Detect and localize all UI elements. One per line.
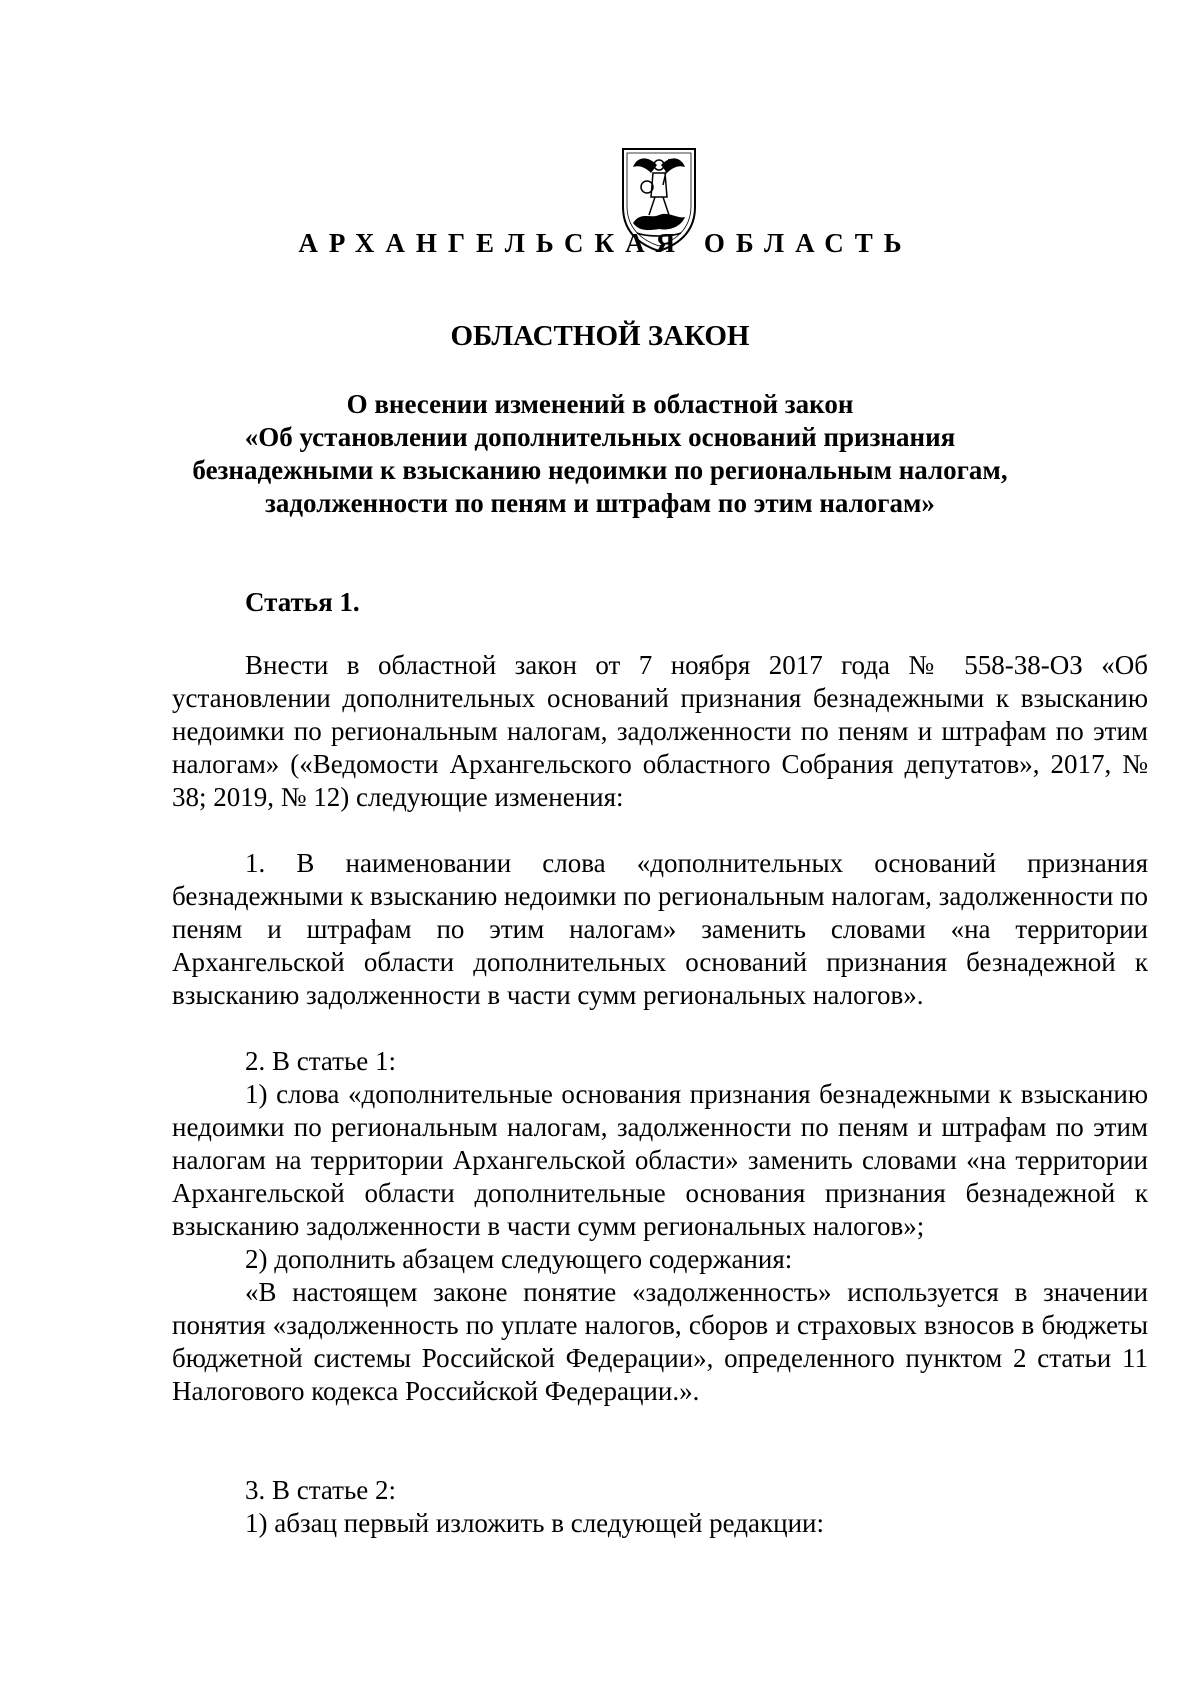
- item-2-quote: «В настоящем законе понятие «задолженность» используется в значении понятия «задолженность по уплате налогов, сборов и страховых взносов в бюджеты бюджетной системы Российской Федерации», определенного пунктом 2 статьи 11 Налогового кодекса Российской Федерации.».: [172, 1277, 1148, 1406]
- item-2: [172, 1045, 1148, 1408]
- title-line: безнадежными к взысканию недоимки по региональным налогам,: [192, 455, 1008, 485]
- item-3-heading: 3. В статье 2:: [245, 1475, 397, 1505]
- title-line: «Об установлении дополнительных оснований признания: [244, 422, 956, 452]
- intro-paragraph: [172, 649, 1148, 814]
- title-line: О внесении изменений в областной закон: [346, 389, 854, 419]
- title-line: задолженности по пеням и штрафам по этим налогам»: [265, 488, 935, 518]
- region-name: АРХАНГЕЛЬСКАЯ ОБЛАСТЬ: [298, 228, 913, 258]
- item-1: [172, 847, 1148, 1012]
- item-2-subitem-1: 1) слова «дополнительные основания признания безнадежными к взысканию недоимки по региональным налогам, задолженности по пеням и штрафам по этим налогам на территории Архангельской области» заменить словами «на территории Архангельской области дополнительные основания признания безнадежной к взысканию задолженности в части сумм региональных налогов»;: [172, 1079, 1148, 1241]
- item-3: [172, 1474, 1148, 1540]
- paragraph-text: 1. В наименовании слова «дополнительных оснований признания безнадежными к взысканию недоимки по региональным налогам, задолженности по пеням и штрафам по этим налогам» заменить словами «на территории Архангельской области дополнительных оснований признания безнадежной к взысканию задолженности в части сумм региональных налогов».: [172, 848, 1148, 1010]
- item-3-subitem-1: 1) абзац первый изложить в следующей редакции:: [245, 1508, 824, 1538]
- item-2-subitem-2: 2) дополнить абзацем следующего содержания:: [245, 1244, 793, 1274]
- item-2-heading: 2. В статье 1:: [245, 1046, 397, 1076]
- article-heading: Статья 1.: [245, 587, 360, 617]
- document-type: ОБЛАСТНОЙ ЗАКОН: [450, 320, 750, 352]
- paragraph-text: Внести в областной закон от 7 ноября 2017 года № 558-38-ОЗ «Об установлении дополнительных оснований признания безнадежными к взысканию недоимки по региональным налогам, задолженности по пеням и штрафам по этим налогам» («Ведомости Архангельского областного Собрания депутатов», 2017, № 38; 2019, № 12) следующие изменения:: [172, 650, 1148, 812]
- document-title: [0, 388, 1200, 520]
